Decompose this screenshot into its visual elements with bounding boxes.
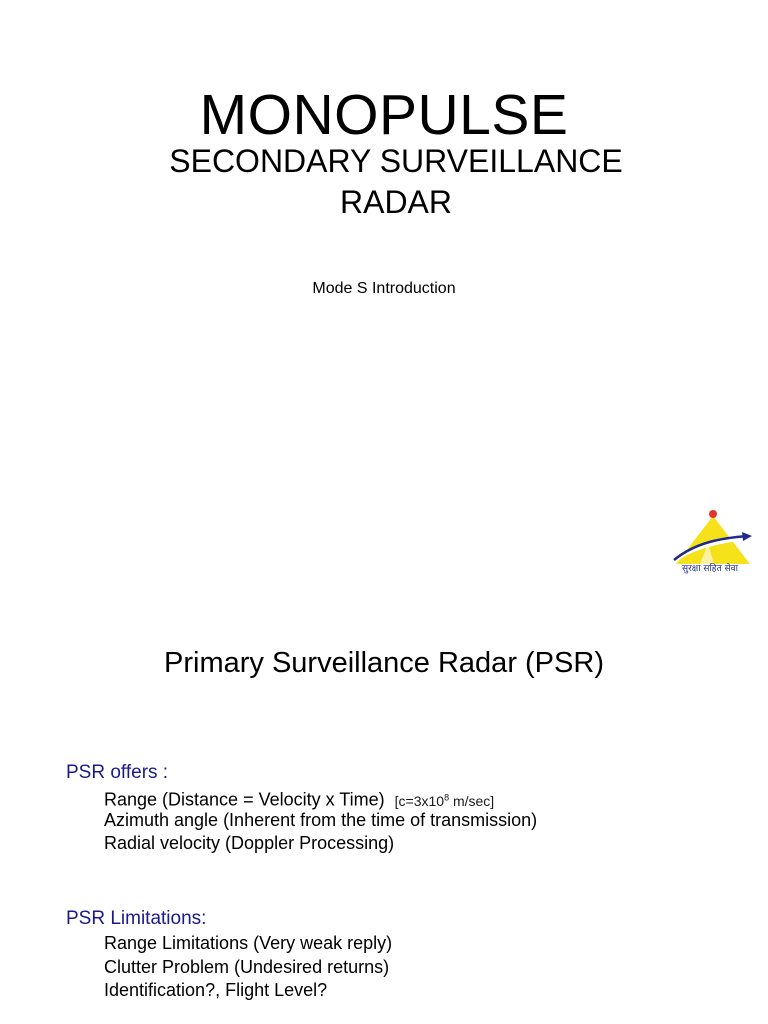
aai-logo-icon [664, 508, 756, 580]
psr-offers-item-text: Range (Distance = Velocity x Time) [104, 789, 385, 810]
note-prefix: [c=3x10 [394, 792, 445, 809]
psr-limitations-item: Range Limitations (Very weak reply) [104, 933, 393, 953]
psr-slide-title: Primary Surveillance Radar (PSR) [164, 647, 604, 679]
logo-dot [709, 510, 717, 518]
psr-offers-item: Radial velocity (Doppler Processing) [104, 833, 395, 853]
psr-offers-item [104, 786, 494, 812]
logo-tagline: सुरक्षा सहित सेवा [681, 564, 738, 574]
psr-offers-heading: PSR offers : [66, 762, 169, 783]
note-suffix: m/sec] [449, 792, 495, 809]
logo-arrowhead [742, 532, 752, 541]
psr-offers-item: Azimuth angle (Inherent from the time of transmission) [104, 810, 538, 830]
slide-caption: Mode S Introduction [312, 280, 456, 297]
slide-subtitle-line2: RADAR [339, 184, 452, 220]
psr-limitations-item: Identification?, Flight Level? [104, 980, 328, 1000]
psr-limitations-heading: PSR Limitations: [66, 908, 207, 929]
psr-slide [0, 606, 768, 1024]
speed-of-light-note [395, 793, 495, 809]
logo-graphic [664, 508, 756, 566]
slide-subtitle-line1: SECONDARY SURVEILLANCE [169, 143, 623, 179]
slide-title: MONOPULSE [199, 83, 569, 147]
psr-limitations-item: Clutter Problem (Undesired returns) [104, 957, 390, 977]
note-exponent: 8 [444, 792, 450, 802]
